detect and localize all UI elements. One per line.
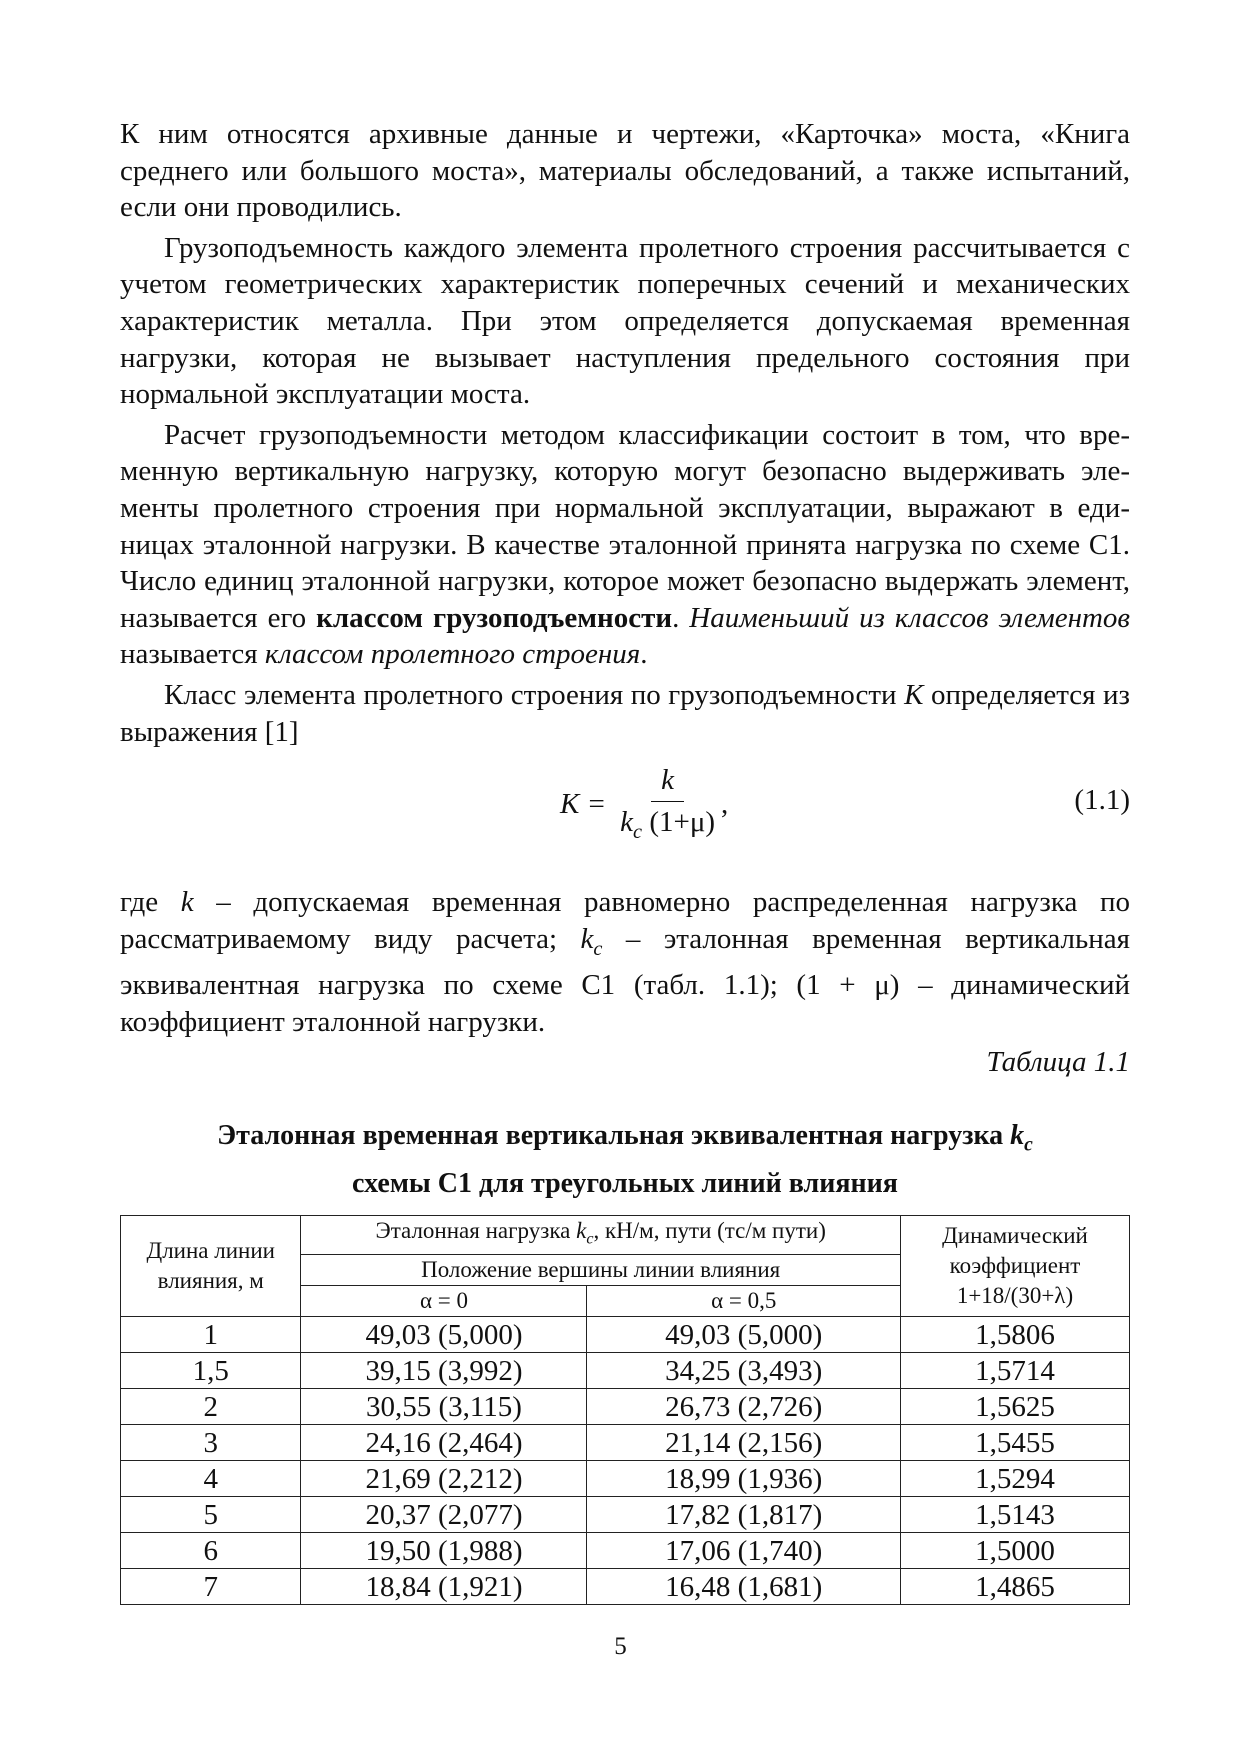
table-cell: 1,5455 [900,1425,1129,1461]
p3-italic-1: Наименьший из классов элементов [689,601,1130,634]
header-dynamic [900,1215,1129,1317]
paragraph-2: Грузоподъемность каждого элемента пролетного строения рассчитывается с учетом геометрических характеристик поперечных сечений и механических характеристик металла. При этом определяется допускаемая временная нагрузки, которая не вызывает наступления предельного состояния при нормальной эксплуатации моста. [120,231,1130,411]
p3-italic-2: классом пролетного строения [264,638,641,671]
header-length-l1: Длина линии [146,1238,275,1264]
table-cell: 19,50 (1,988) [301,1533,587,1569]
table-cell: 1,5625 [900,1389,1129,1425]
table-cell: 16,48 (1,681) [587,1569,900,1605]
table-cell: 21,14 (2,156) [587,1425,900,1461]
equation-number: (1.1) [1074,784,1130,817]
table-cell: 20,37 (2,077) [301,1497,587,1533]
table-title-line-1 [120,1117,1130,1165]
formula-comma: , [721,787,729,820]
table-cell: 26,73 (2,726) [587,1389,900,1425]
p5-v2: k [580,922,594,955]
load-table [120,1215,1130,1606]
table-row [121,1317,1130,1353]
table-cell: 49,03 (5,000) [587,1317,900,1353]
table-title-line-2: схемы С1 для треугольных линий влияния [352,1167,898,1199]
load-post: , кН/м, пути (тс/м пути) [593,1217,826,1243]
header-load [301,1215,900,1255]
table-cell: 39,15 (3,992) [301,1353,587,1389]
p5-t2: – допускаемая временная равномерно распределенная нагрузка по рассматриваемому виду расчета; [120,886,1130,955]
table-cell: 18,84 (1,921) [301,1569,587,1605]
table-row [121,1533,1130,1569]
formula-numerator: k [651,764,684,802]
table-cell: 49,03 (5,000) [301,1317,587,1353]
table-cell: 1,5 [121,1353,301,1389]
p4-text2: определяется из выражения [1] [120,678,1131,748]
p3-sep: . [672,601,690,634]
table-cell: 7 [121,1569,301,1605]
table-cell: 1,5000 [900,1533,1129,1569]
load-pre: Эталонная нагрузка [375,1217,577,1243]
table-row [121,1353,1130,1389]
paragraph-5 [120,884,1130,1040]
table-cell: 34,25 (3,493) [587,1353,900,1389]
dyn-l2: коэффициент [949,1253,1081,1279]
formula-fraction [620,764,715,844]
load-sub: c [586,1230,594,1248]
header-length-l2: влияния, м [157,1268,264,1294]
table-cell: 1,5714 [900,1353,1129,1389]
p3-text: Расчет грузоподъемности методом классификации состоит в том, что временную вертикальную нагрузку, которую могут безопасно выдерживать элементы пролетного строения при нормальной эксплуатации, выражают в единицах эталонной нагрузки. В качестве эталонной принята нагрузка по схеме С1. Число единиц эталонной нагрузки, которое может безопасно выдержать элемент, называется его [120,418,1130,634]
table-cell: 1,5806 [900,1317,1129,1353]
den-var: k [620,806,634,839]
table-cell: 1 [121,1317,301,1353]
table-body [121,1317,1130,1605]
table-cell: 4 [121,1461,301,1497]
header-alpha-05: α = 0,5 [587,1286,900,1317]
paragraph-3 [120,417,1130,673]
table-cell: 3 [121,1425,301,1461]
den-rest: (1+μ) [642,806,716,839]
table-row [121,1461,1130,1497]
p5-v2sub: c [593,937,603,960]
paragraph-1: К ним относятся архивные данные и чертежи, «Карточка» моста, «Книга среднего или большого моста», материалы обследований, а также испытаний, если они проводились. [120,118,1130,224]
p5-t1: где [120,886,181,919]
table-cell: 1,4865 [900,1569,1129,1605]
table-cell: 17,06 (1,740) [587,1533,900,1569]
formula-lhs: K = [560,787,607,820]
table-row [121,1389,1130,1425]
table-cell: 5 [121,1497,301,1533]
formula-body [560,754,728,854]
table-cell: 6 [121,1533,301,1569]
header-position: Положение вершины линии влияния [301,1255,900,1286]
table-row [121,1425,1130,1461]
title-sub: c [1024,1134,1033,1156]
page-content [120,116,1130,1605]
p3-middle: называется [120,638,265,671]
p5-t3: – эталонная временная вертикальная эквивалентная нагрузка по схеме С1 (табл. 1.1); (1 + μ) – динамический коэффициент эталонной нагрузки. [120,922,1130,1038]
table-cell: 18,99 (1,936) [587,1461,900,1497]
p4-text: Класс элемента пролетного строения по грузоподъемности [164,678,905,711]
p3-end: . [640,638,648,671]
p4-var: K [904,678,924,711]
table-cell: 2 [121,1389,301,1425]
table-cell: 1,5294 [900,1461,1129,1497]
table-cell: 1,5143 [900,1497,1129,1533]
paragraph-4 [120,677,1130,750]
table-label: Таблица 1.1 [986,1046,1130,1079]
p3-bold-term: классом грузоподъемности [316,601,673,634]
table-row [121,1569,1130,1605]
p5-v1: k [180,886,194,919]
title-line1-text: Эталонная временная вертикальная эквивалентная нагрузка [217,1120,1011,1152]
formula-1-1 [120,754,1130,858]
dyn-l3: 1+18/(30+λ) [956,1283,1074,1309]
title-var: k [1010,1120,1025,1152]
table-cell: 24,16 (2,464) [301,1425,587,1461]
formula-denominator [620,802,715,844]
table-row [121,1497,1130,1533]
header-length [121,1215,301,1317]
table-title [120,1117,1130,1203]
page-number: 5 [614,1633,627,1660]
den-sub: c [633,820,643,843]
table-cell: 21,69 (2,212) [301,1461,587,1497]
dyn-l1: Динамический [942,1223,1088,1249]
load-var: k [576,1217,587,1243]
header-alpha-0: α = 0 [301,1286,587,1317]
table-cell: 30,55 (3,115) [301,1389,587,1425]
table-cell: 17,82 (1,817) [587,1497,900,1533]
